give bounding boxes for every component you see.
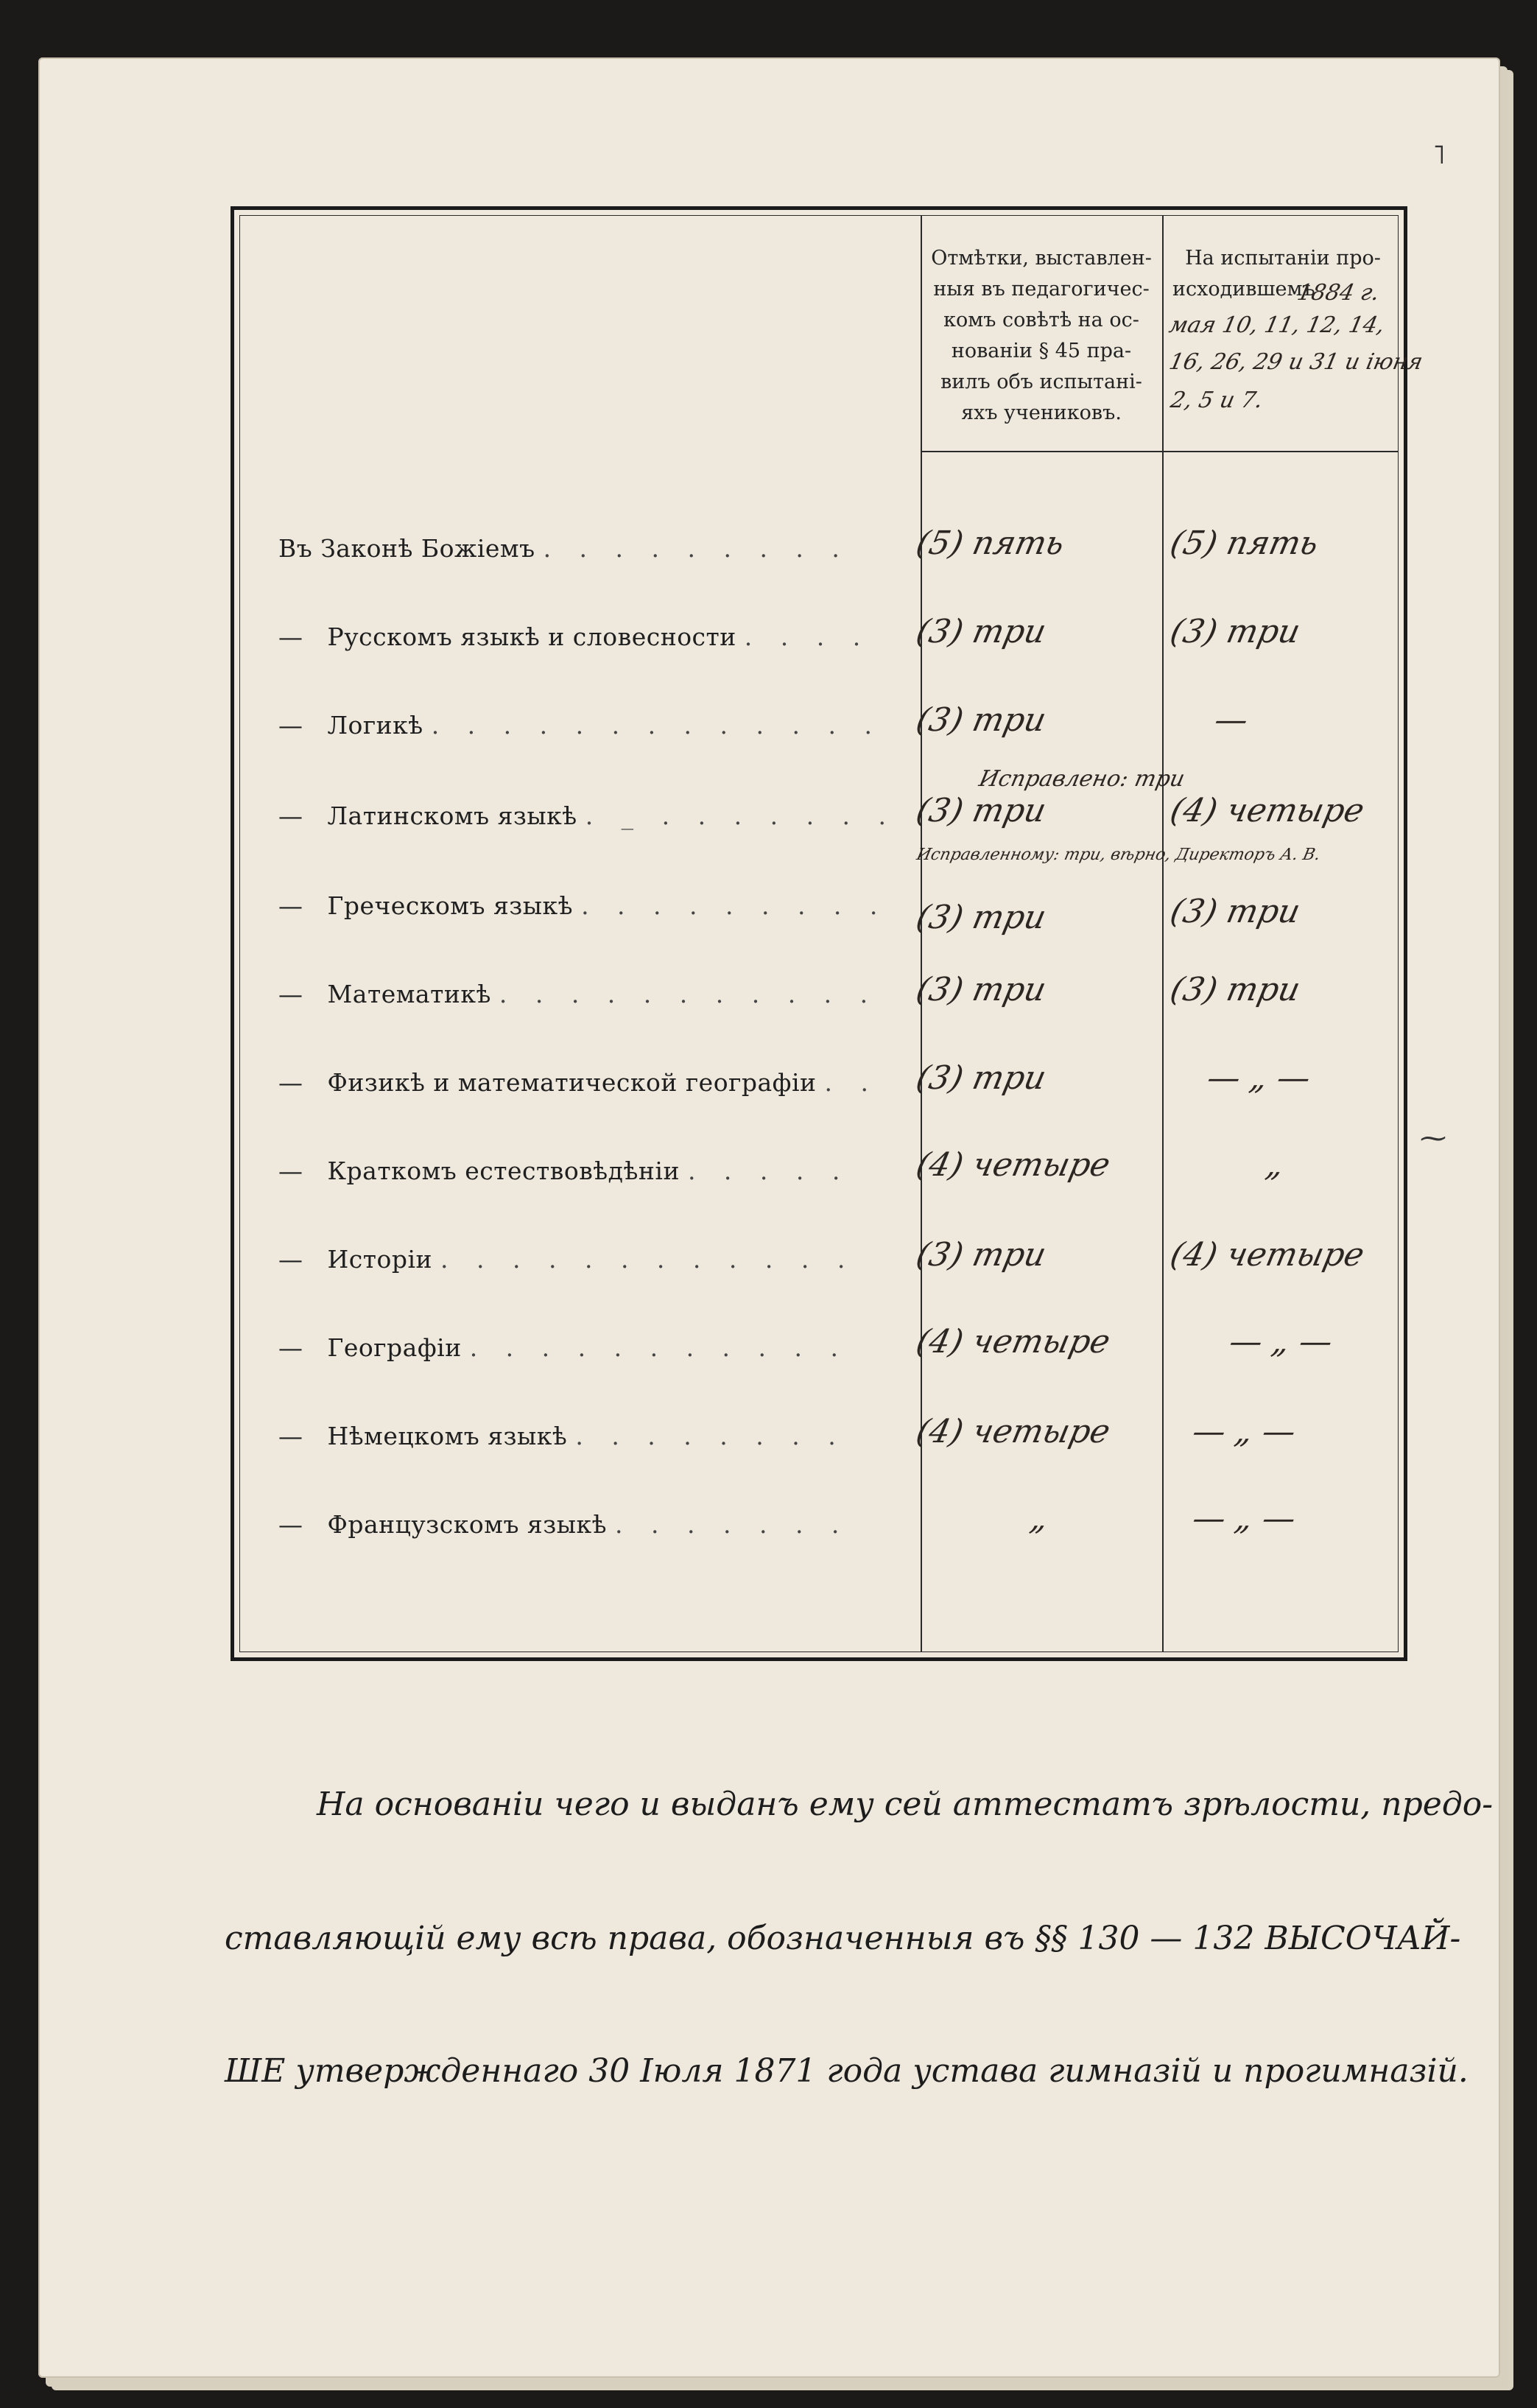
subject-label: Латинскомъ языкѣ [327, 801, 577, 830]
mark-exam-french: — „ — [1189, 1500, 1300, 1537]
subject-row-history [278, 1245, 855, 1274]
dash-prefix: — [278, 1068, 303, 1097]
subject-row-physics [278, 1068, 879, 1097]
subject-row-natural-science [278, 1156, 850, 1185]
leader-dots: . . . . . . . . . . . . . [431, 711, 882, 740]
handwritten-exam-dates: 2, 5 и 7. [1168, 387, 1265, 413]
header-line: вилъ объ испытані- [940, 371, 1142, 393]
subject-row-latin [278, 801, 896, 830]
subject-label: Математикѣ [327, 980, 491, 1008]
header-line: На испытаніи про- [1185, 247, 1381, 270]
mark-council-latin: (3) три [912, 792, 1049, 829]
leader-dots: . . [824, 1068, 879, 1097]
mark-exam-geography: — „ — [1225, 1323, 1337, 1361]
mark-council-mathematics: (3) три [912, 971, 1049, 1008]
leader-dots: . . . . . [687, 1156, 851, 1185]
handwritten-exam-dates: мая 10, 11, 12, 14, [1167, 312, 1387, 338]
mark-exam-german: — „ — [1189, 1413, 1300, 1450]
leader-dots: . . . . . . . . . . . . [440, 1245, 856, 1274]
header-line: Отмѣтки, выставлен- [931, 247, 1152, 270]
header-divider [921, 451, 1399, 452]
leader-dots: . . . . . . . . . [581, 891, 888, 920]
subject-row-law-of-god [278, 534, 850, 563]
mark-exam-physics: — „ — [1203, 1059, 1315, 1097]
leader-dots: . . . . . . . . . . . [469, 1333, 848, 1362]
header-line: яхъ учениковъ. [961, 401, 1122, 424]
header-line: исходившемъ [1172, 278, 1315, 301]
subject-row-greek [278, 891, 887, 920]
dash-prefix: — [278, 891, 303, 920]
mark-council-logic: (3) три [912, 701, 1049, 739]
dash-prefix: — [278, 801, 303, 830]
correction-note-latin: Исправленному: три, вѣрно, Директоръ А. В. [915, 846, 1323, 864]
subject-row-mathematics [278, 980, 878, 1008]
mark-council-greek: (3) три [912, 899, 1049, 936]
dash-prefix: — [278, 1510, 303, 1539]
dash-prefix: — [278, 711, 303, 740]
mark-exam-history: (4) четыре [1167, 1236, 1368, 1274]
mark-exam-latin: (4) четыре [1167, 792, 1368, 829]
mark-council-russian: (3) три [912, 613, 1049, 650]
subject-row-russian [278, 622, 871, 651]
mark-council-law: (5) пять [912, 524, 1068, 562]
dash-prefix: — [278, 980, 303, 1008]
mark-council-geography: (4) четыре [912, 1323, 1114, 1361]
leader-dots: . _ . . . . . . . [585, 801, 897, 830]
subject-label: Краткомъ естествовѣдѣніи [327, 1156, 680, 1185]
subject-label: Французскомъ языкѣ [327, 1510, 608, 1539]
subject-row-german [278, 1422, 846, 1450]
header-line: ныя въ педагогичес- [933, 278, 1150, 301]
header-line: комъ совѣтѣ на ос- [943, 309, 1139, 331]
subject-row-logic [278, 711, 882, 740]
subject-label: Физикѣ и математической географіи [327, 1068, 817, 1097]
leader-dots: . . . . . . . . . . . [499, 980, 879, 1008]
mark-council-natural-science: (4) четыре [912, 1146, 1114, 1184]
dash-prefix: — [278, 1245, 303, 1274]
footer-text-line-3: ШЕ утвержденнаго 30 Іюля 1871 года устава гимназій и прогимназій. [225, 2052, 1469, 2090]
pencil-mark-icon: ˥ [1432, 140, 1446, 170]
mark-exam-greek: (3) три [1167, 893, 1304, 930]
leader-dots: . . . . . . . . . [543, 534, 850, 563]
subject-row-geography [278, 1333, 848, 1362]
subject-label: Въ Законѣ Божіемъ [278, 534, 535, 563]
ink-blot-icon: ⁓ [1420, 1123, 1446, 1154]
dash-prefix: — [278, 1333, 303, 1362]
subject-label: Греческомъ языкѣ [327, 891, 574, 920]
footer-text-line-1: На основаніи чего и выданъ ему сей аттестатъ зрѣлости, предо- [317, 1786, 1494, 1823]
subject-label: Исторіи [327, 1245, 433, 1274]
mark-council-history: (3) три [912, 1236, 1049, 1274]
leader-dots: . . . . . . . . [575, 1422, 846, 1450]
mark-exam-mathematics: (3) три [1167, 971, 1304, 1008]
subject-label: Нѣмецкомъ языкѣ [327, 1422, 568, 1450]
dash-prefix: — [278, 622, 303, 651]
column-divider-2 [1162, 215, 1164, 1652]
subject-row-french [278, 1510, 849, 1539]
mark-council-french: „ [1027, 1500, 1052, 1537]
mark-exam-natural-science: „ [1262, 1146, 1288, 1184]
leader-dots: . . . . . . . [615, 1510, 850, 1539]
leader-dots: . . . . [744, 622, 871, 651]
handwritten-exam-dates: 16, 26, 29 и 31 и іюня [1167, 349, 1425, 375]
mark-exam-law: (5) пять [1167, 524, 1322, 562]
dash-prefix: — [278, 1422, 303, 1450]
subject-label: Логикѣ [327, 711, 423, 740]
mark-exam-russian: (3) три [1167, 613, 1304, 650]
mark-council-german: (4) четыре [912, 1413, 1114, 1450]
mark-council-physics: (3) три [912, 1059, 1049, 1097]
handwritten-year: 1884 г. [1295, 280, 1382, 306]
mark-exam-logic: — [1211, 701, 1252, 739]
column-header-council-marks [926, 243, 1156, 429]
dash-prefix: — [278, 1156, 303, 1185]
footer-text-line-2: ставляющій ему всѣ права, обозначенныя въ §§ 130 — 132 ВЫСОЧАЙ- [225, 1920, 1461, 1957]
subject-label: Русскомъ языкѣ и словесности [327, 622, 736, 651]
header-line: нованіи § 45 пра- [951, 340, 1132, 362]
correction-latin: Исправлено: три [977, 766, 1187, 792]
subject-label: Географіи [327, 1333, 462, 1362]
